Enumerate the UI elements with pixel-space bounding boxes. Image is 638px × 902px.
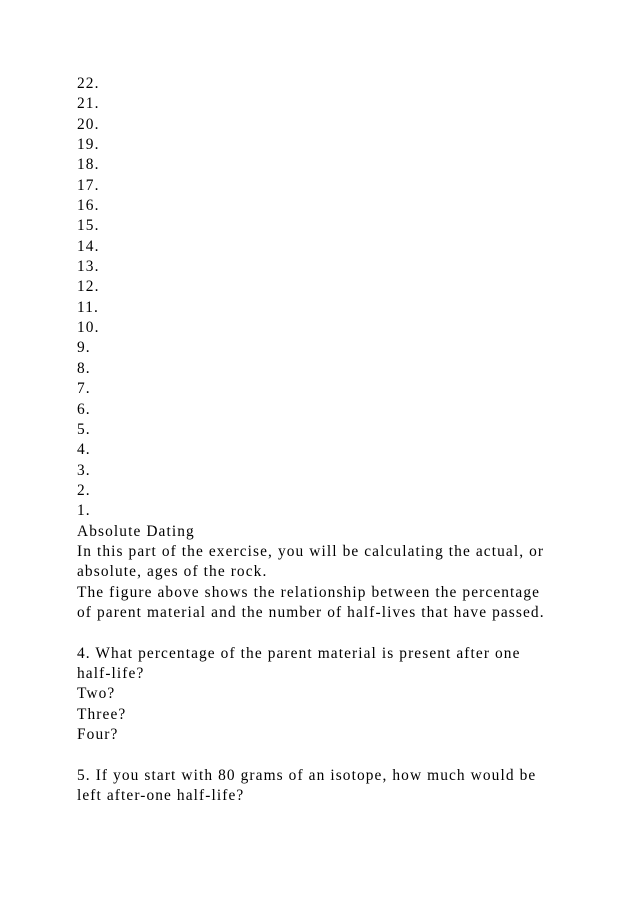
list-item: 5. [77,420,91,438]
list-item: 1. [77,502,91,520]
list-item: 16. [77,197,100,215]
list-item: 21. [77,95,100,113]
text-line: The figure above shows the relationship between the percentage [77,583,541,601]
list-item: 18. [77,156,100,174]
blank-line [77,745,577,765]
list-item: 17. [77,176,100,194]
list-item: 20. [77,115,100,133]
list-item: 8. [77,359,91,377]
text-line: In this part of the exercise, you will be calculating the actual, or [77,542,545,560]
text-line: left after-one half-life? [77,787,245,805]
question-5 [77,766,577,807]
intro-paragraph [77,542,577,623]
list-item: 3. [77,461,91,479]
list-item: 9. [77,339,91,357]
list-item: 11. [77,298,99,316]
list-item: 15. [77,217,100,235]
text-line: Two? [77,685,116,703]
list-item: 14. [77,237,100,255]
text-line: absolute, ages of the rock. [77,563,268,581]
numbered-list [77,74,577,522]
page-content [77,74,577,806]
text-line: Three? [77,705,127,723]
list-item: 19. [77,136,100,154]
list-item: 13. [77,258,100,276]
text-line: 5. If you start with 80 grams of an isotope, how much would be [77,766,537,784]
section-title: Absolute Dating [77,522,195,540]
blank-line [77,623,577,643]
text-line: of parent material and the number of half-lives that have passed. [77,603,545,621]
list-item: 10. [77,319,100,337]
text-line: half-life? [77,664,145,682]
list-item: 2. [77,481,91,499]
text-line: 4. What percentage of the parent material is present after one [77,644,521,662]
list-item: 6. [77,400,91,418]
list-item: 12. [77,278,100,296]
list-item: 4. [77,441,91,459]
text-line: Four? [77,726,119,743]
question-4 [77,644,577,746]
list-item: 7. [77,380,91,398]
list-item: 22. [77,75,100,92]
